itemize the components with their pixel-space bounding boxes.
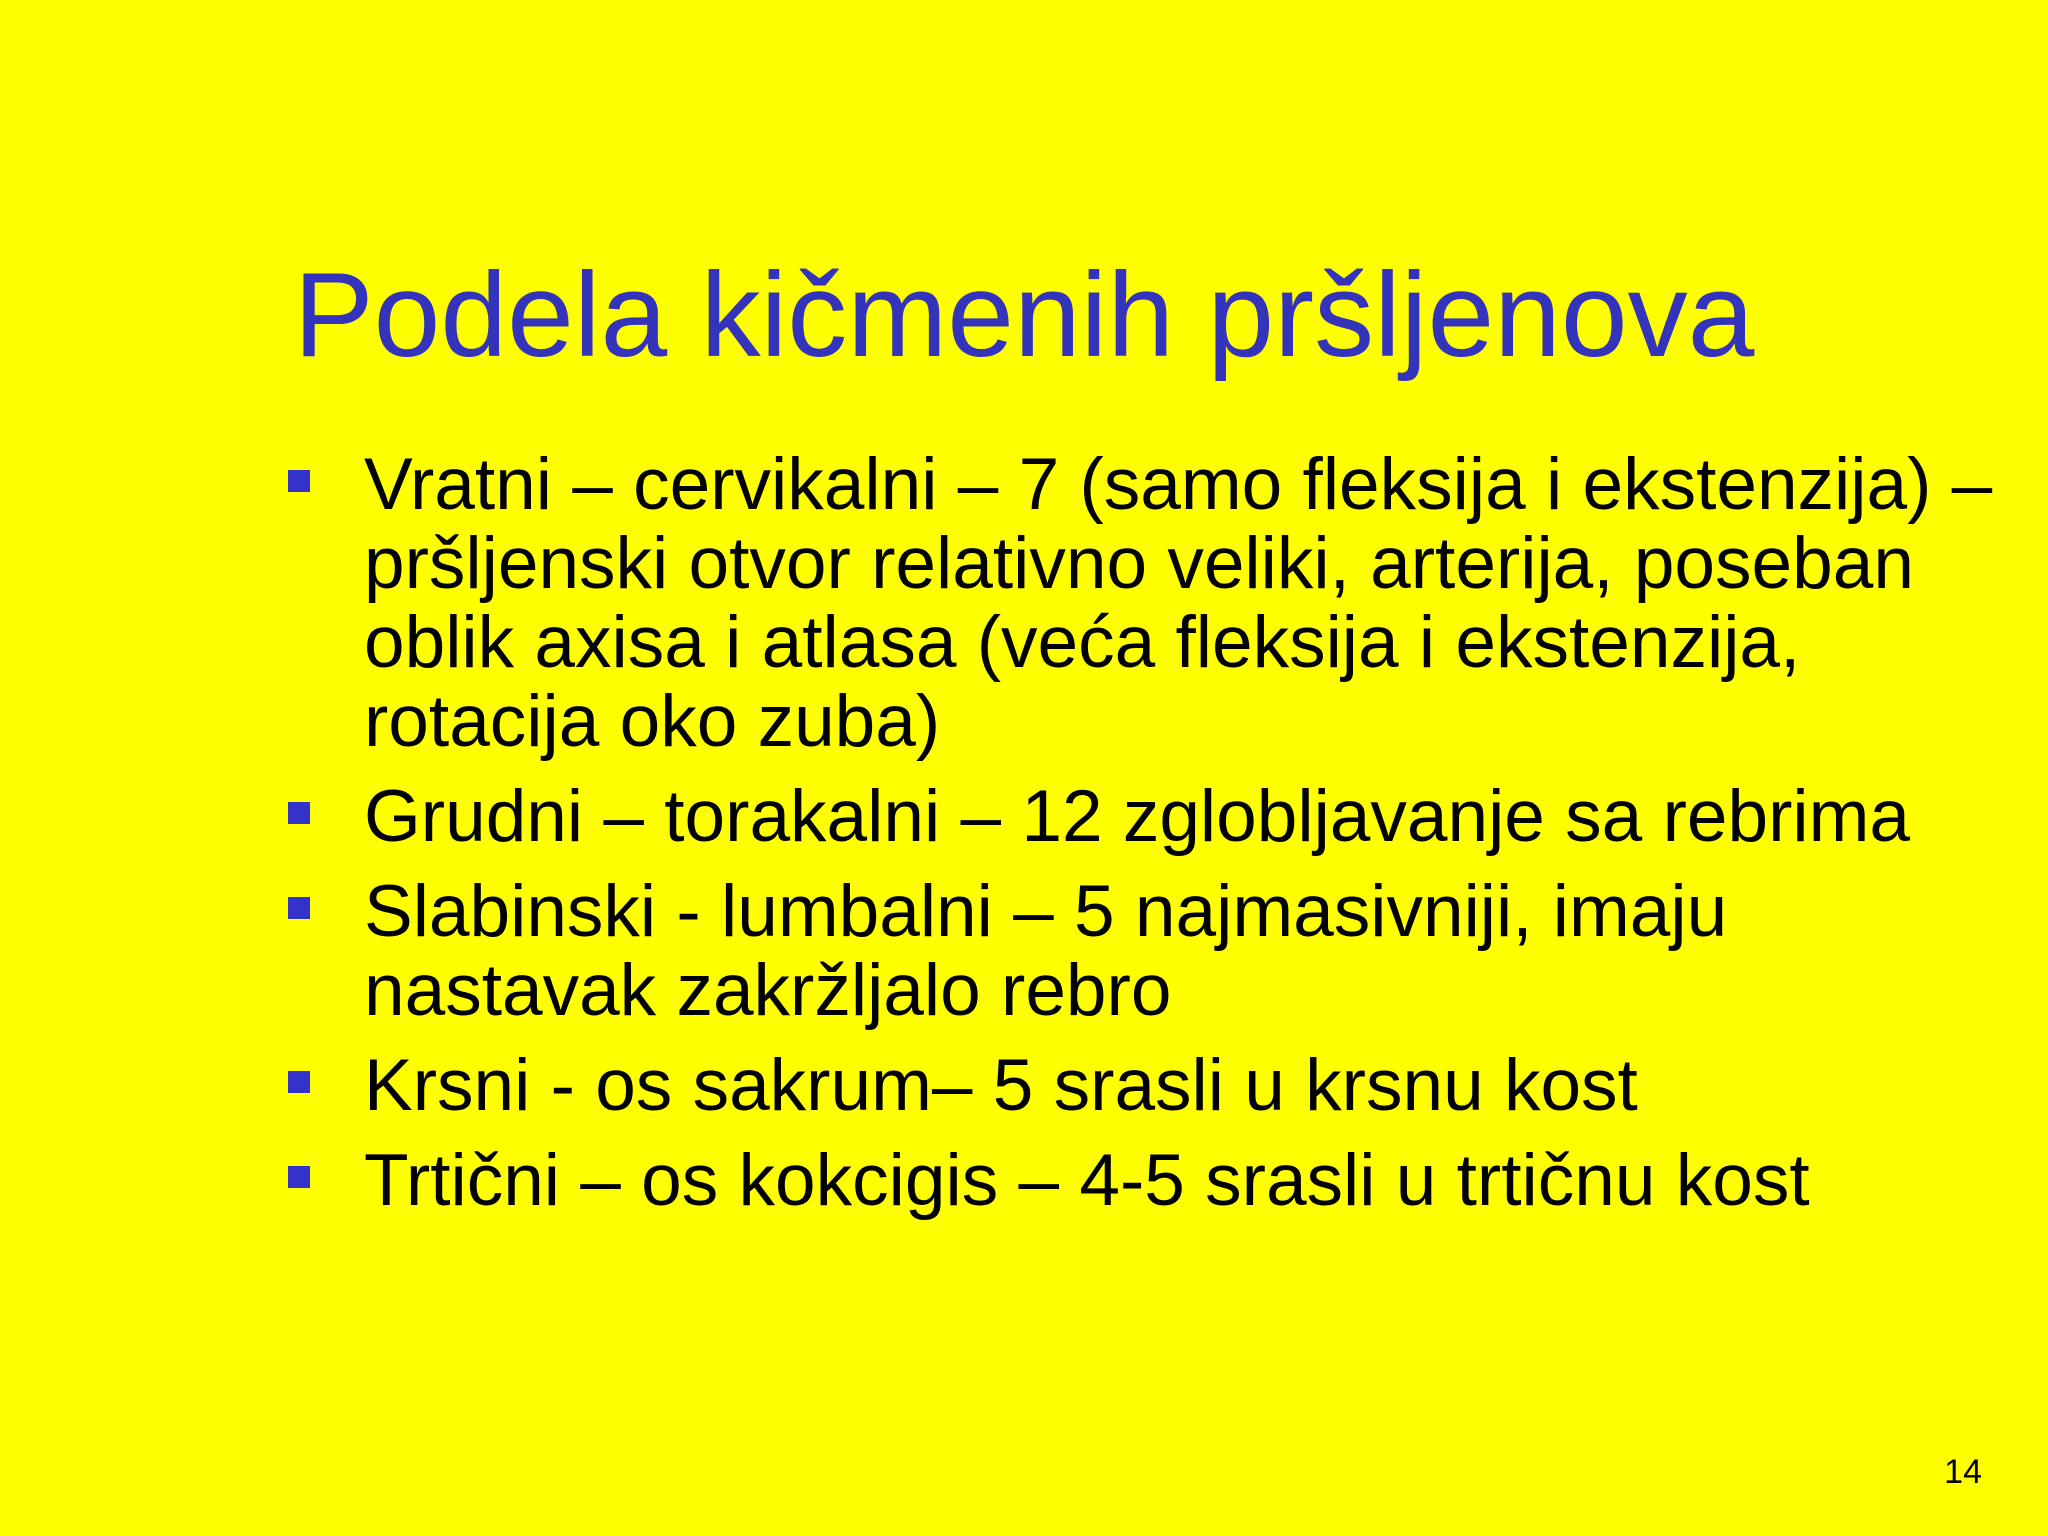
bullet-text: Vratni – cervikalni – 7 (samo fleksija i ekstenzija) – pršljenski otvor relativno veliki, arterija, poseban oblik axisa i atlasa (veća fleksija i ekstenzija, rotacija oko zuba): [364, 444, 1993, 762]
square-bullet-icon: [288, 470, 310, 492]
bullet-text: Grudni – torakalni – 12 zglobljavanje sa rebrima: [364, 776, 1911, 857]
list-item: [288, 1046, 2008, 1125]
bullet-text: Trtični – os kokcigis – 4-5 srasli u trtičnu kost: [364, 1140, 1810, 1221]
slide-title: Podela kičmenih pršljenova: [293, 248, 1755, 382]
square-bullet-icon: [288, 897, 310, 919]
square-bullet-icon: [288, 1071, 310, 1093]
list-item: [288, 445, 2008, 761]
list-item: [288, 1141, 2008, 1220]
page-number: 14: [1944, 1453, 1982, 1491]
bullet-text: Slabinski - lumbalni – 5 najmasivniji, imaju nastavak zakržljalo rebro: [364, 871, 1728, 1031]
list-item: [288, 872, 2008, 1030]
square-bullet-icon: [288, 802, 310, 824]
bullet-list: [288, 445, 2008, 1236]
bullet-text: Krsni - os sakrum– 5 srasli u krsnu kost: [364, 1045, 1638, 1126]
square-bullet-icon: [288, 1166, 310, 1188]
list-item: [288, 777, 2008, 856]
